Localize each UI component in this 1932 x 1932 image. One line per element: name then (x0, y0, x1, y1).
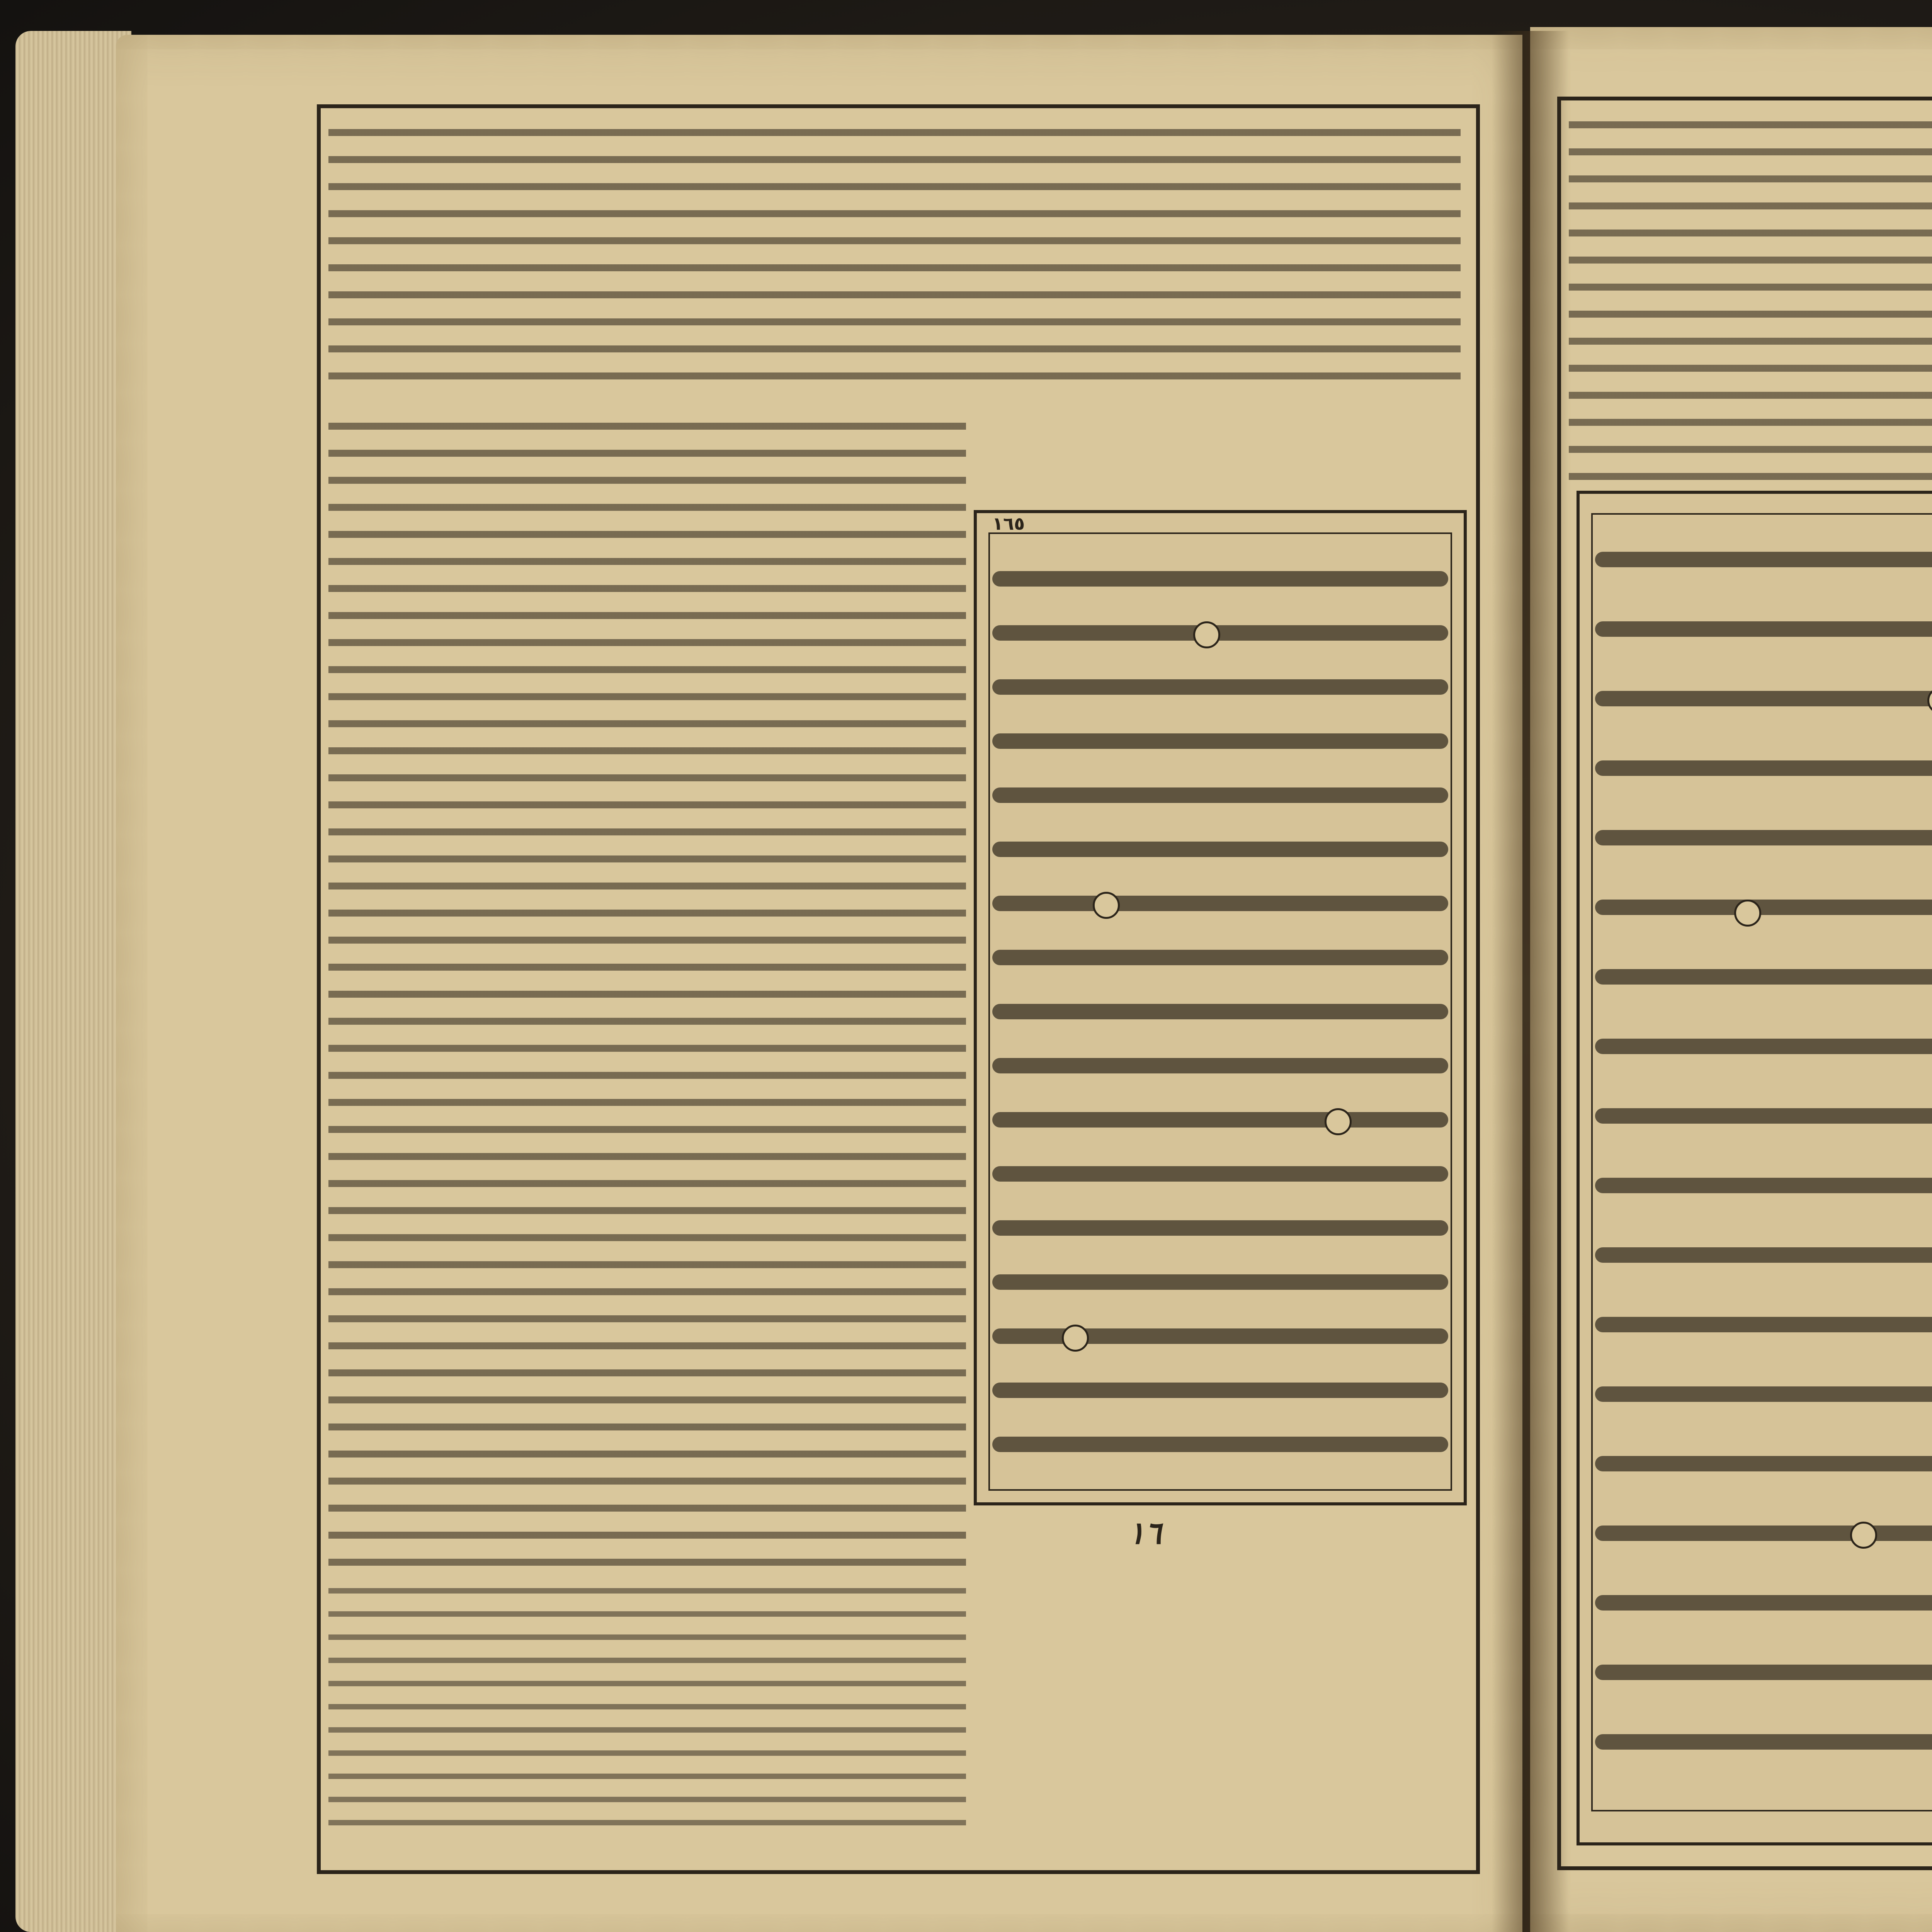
page-edges-left (15, 31, 131, 1932)
left-margin-note: ١٦ (1128, 1515, 1162, 1551)
left-commentary-top (328, 116, 1461, 394)
right-commentary-top (1569, 108, 1932, 487)
left-quran-panel (974, 510, 1467, 1505)
right-quran-inner-frame (1591, 513, 1932, 1811)
verse-marker (1193, 621, 1220, 648)
verse-marker (1062, 1325, 1089, 1352)
left-page-number: ١٦٥ (992, 513, 1025, 534)
verse-marker (1093, 892, 1120, 919)
verse-marker (1325, 1108, 1352, 1135)
left-commentary-bottom (328, 1577, 966, 1832)
left-commentary-column (328, 410, 966, 1577)
verse-marker (1850, 1522, 1877, 1549)
verse-marker (1734, 900, 1761, 927)
right-quran-panel (1577, 491, 1932, 1845)
